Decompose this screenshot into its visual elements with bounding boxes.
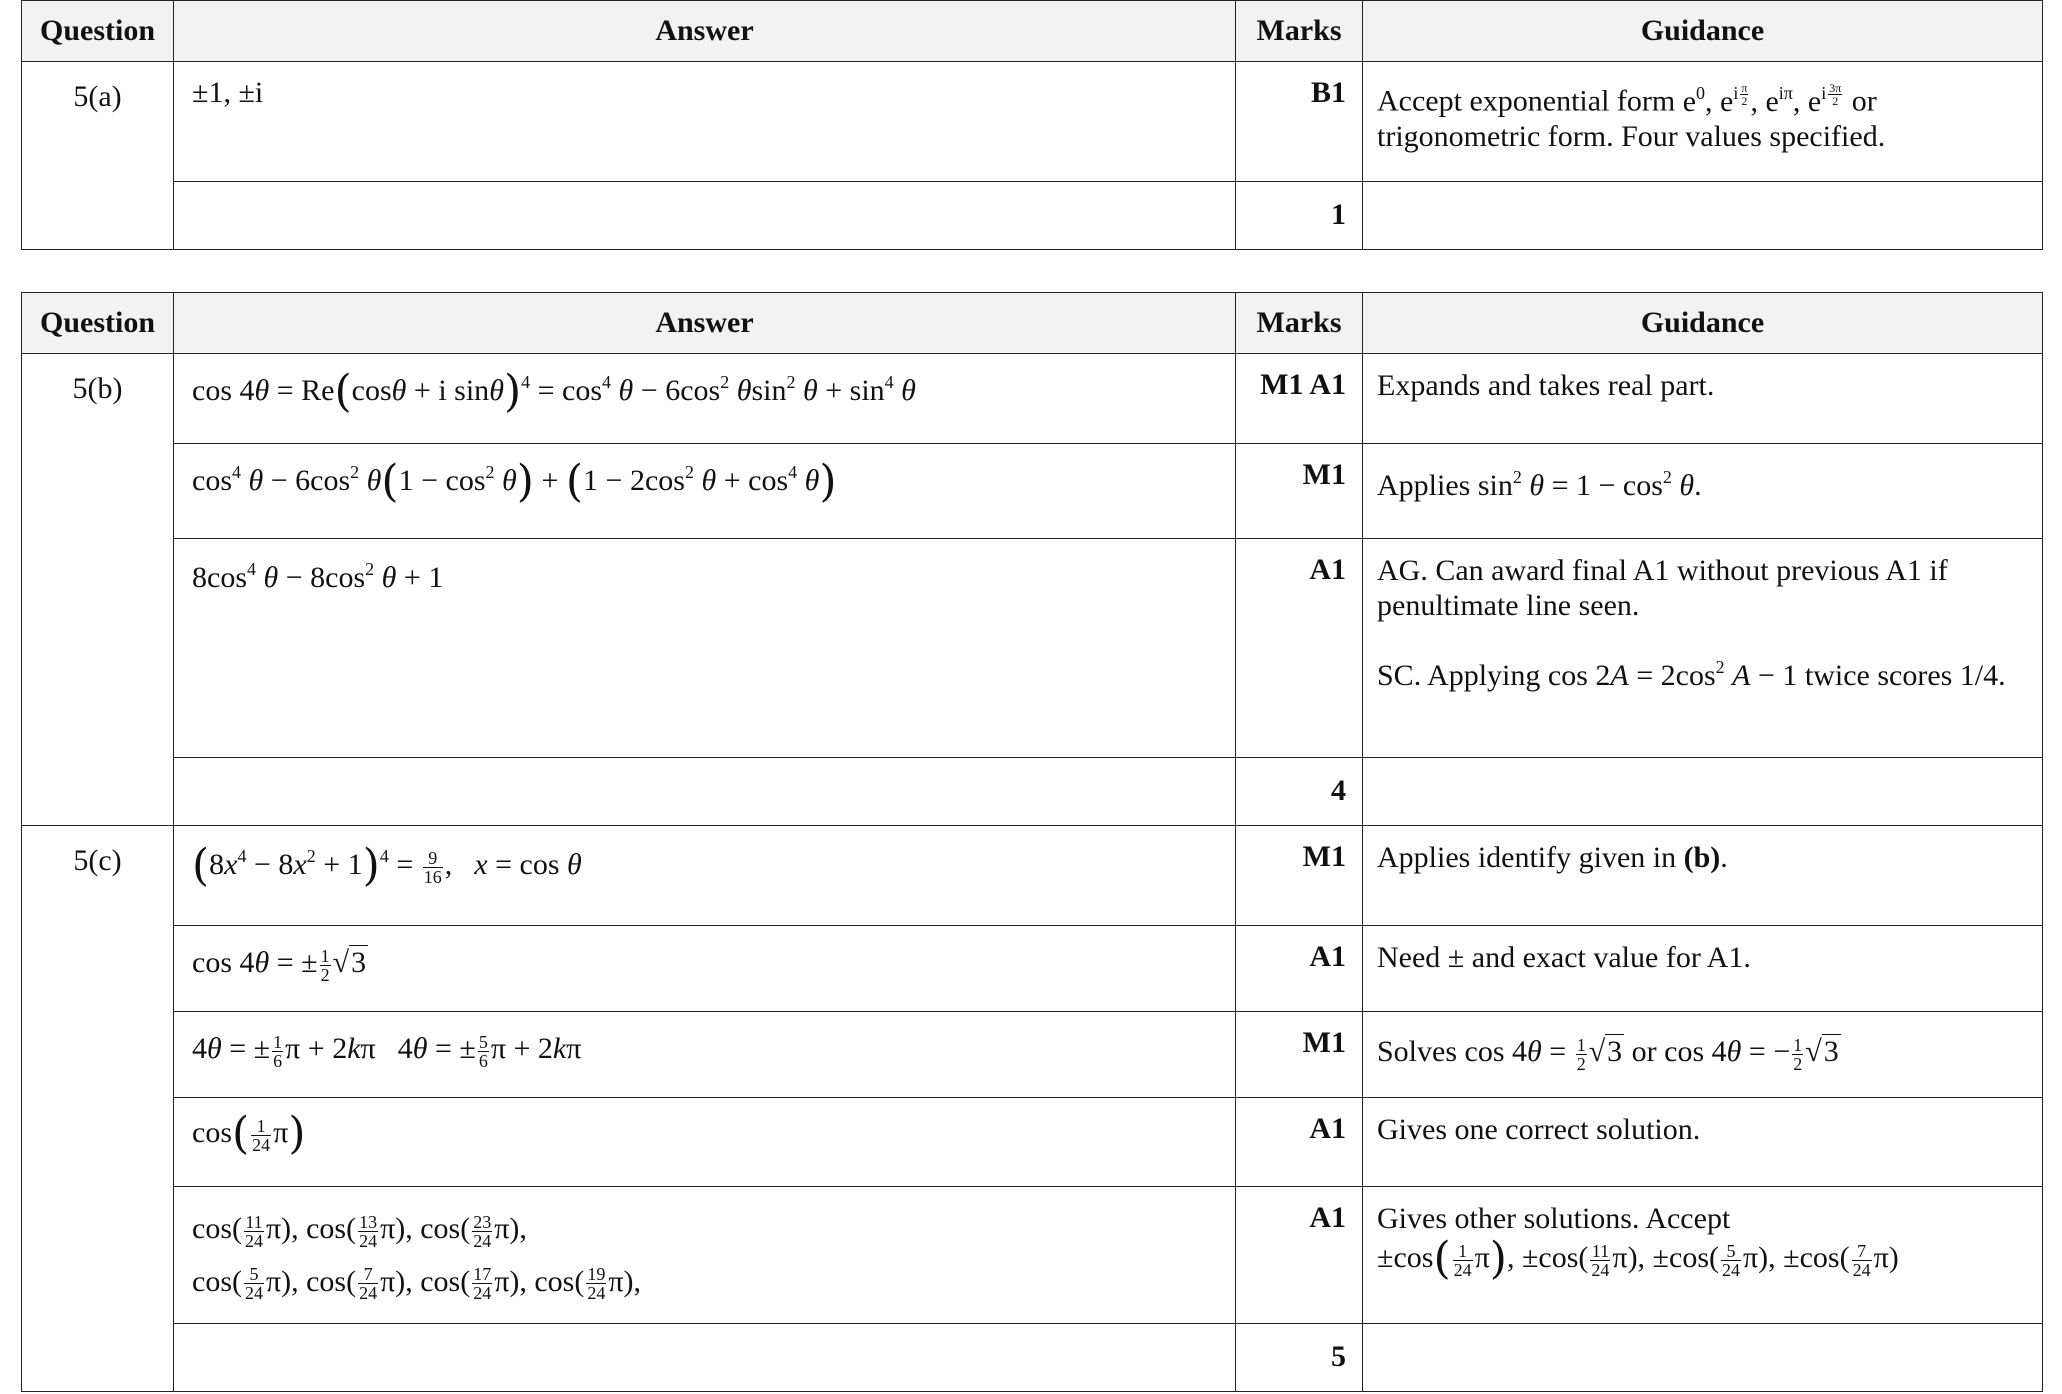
guidance-total-blank: [1363, 182, 2043, 250]
mark-cell: M1: [1236, 826, 1363, 926]
answer-total-blank: [174, 1324, 1236, 1392]
header-guidance: Guidance: [1363, 293, 2043, 354]
guidance-cell: Gives one correct solution.: [1363, 1098, 2043, 1187]
guidance-cell: [1363, 539, 2043, 758]
answer-line-2: cos( $\frac{5}{24}$ π), cos( $\frac{7}{24}$ π), cos( $\frac{17}{24}$ π), cos( $\frac{19}{24}$ π),: [192, 1264, 641, 1304]
guidance-cell: Expands and takes real part.: [1363, 354, 2043, 444]
question-label: 5(a): [22, 62, 174, 250]
answer-math: $\cos^4 \theta - 6\cos^2$ $\theta(1 - \cos^2 \theta) + (1 - 2\cos^2$ $\theta + \cos^4 \theta$): [174, 444, 1236, 539]
mark-scheme-table-5bc: [21, 292, 2043, 1392]
guidance-special-case: [1377, 658, 2028, 693]
mark-cell: A1: [1236, 1187, 1363, 1324]
solve-math-positive: cos 4θ = $\frac{1}{2}$ √3: [1464, 1034, 1623, 1074]
guidance-cell: [1363, 826, 2043, 926]
guidance-end: .: [1720, 841, 1728, 874]
guidance-cell: Need ± and exact value for A1.: [1363, 926, 2043, 1012]
mark-cell: M1: [1236, 1012, 1363, 1098]
answer-total-blank: [174, 182, 1236, 250]
guidance-cell: [1363, 62, 2043, 182]
total-marks: 1: [1236, 182, 1363, 250]
accepted-forms-math: ±cos( $\frac{1}{24}$ π), ±cos( $\frac{11}{24}$ π), ±cos( $\frac{5}{24}$ π), ±cos( $\frac{7}{24}$ π): [1377, 1233, 1899, 1285]
header-marks: Marks: [1236, 1, 1363, 62]
guidance-cell: [1363, 1012, 2043, 1098]
guidance-or: or: [1631, 1035, 1657, 1068]
answer-line-1: cos( $\frac{11}{24}$ π), cos( $\frac{13}{24}$ π), cos( $\frac{23}{24}$ π),: [192, 1211, 527, 1251]
guidance-prefix: Applies identify given in: [1377, 841, 1677, 874]
guidance-total-blank: [1363, 1324, 2043, 1392]
answer-math: [174, 1187, 1236, 1324]
guidance-prefix: Solves: [1377, 1035, 1458, 1068]
header-answer: Answer: [174, 293, 1236, 354]
mark-scheme-table-5a: [21, 0, 2043, 250]
answer-total-blank: [174, 758, 1236, 826]
guidance-cell: [1363, 1187, 2043, 1324]
answer-math: cos 4θ = Re(cosθ + i $\sin\theta)^4 = \cos^4 \theta - 6\cos^2$ θsin$^2$ $\theta + \sin^4 \theta$: [174, 354, 1236, 444]
guidance-part-ref: (b): [1683, 841, 1721, 874]
guidance-prefix: Accept exponential form: [1377, 84, 1676, 118]
answer-cell: [174, 62, 1236, 182]
guidance-text: Gives other solutions. Accept: [1377, 1202, 1731, 1235]
header-guidance: Guidance: [1363, 1, 2043, 62]
answer-math: $8\cos^4$ $\theta - 8\cos^2$ θ + 1: [174, 539, 1236, 758]
guidance-prefix: Applies: [1377, 469, 1471, 502]
answer-math: $(8x^4 - 8x^2 + 1)^4$ = $\frac{9}{16}$ , x = cos θ: [174, 826, 1236, 926]
mark-cell: A1: [1236, 1098, 1363, 1187]
question-label: 5(c): [22, 826, 174, 1392]
total-marks: 5: [1236, 1324, 1363, 1392]
mark-cell: M1 A1: [1236, 354, 1363, 444]
question-label: 5(b): [22, 354, 174, 826]
mark-cell: A1: [1236, 926, 1363, 1012]
mark-cell: B1: [1236, 62, 1363, 182]
identity-math: $\sin^2 \theta = 1 - \cos^2 \theta$.: [1477, 467, 1702, 502]
guidance-suffix: or trigonometric form. Four values specified.: [1377, 84, 1886, 154]
answer-text: ±1, ±i: [192, 76, 264, 109]
exponential-forms-math: $e^0$, $e^{i \frac{\pi}{2}}$ , $e^{i\pi}$, $e^{i \frac{3\pi}{2}}$: [1682, 81, 1842, 118]
guidance-total-blank: [1363, 758, 2043, 826]
guidance-cell: [1363, 444, 2043, 539]
guidance-suffix: twice scores 1/4.: [1804, 658, 2006, 692]
header-answer: Answer: [174, 1, 1236, 62]
answer-math: cos( $\frac{1}{24}$ π): [174, 1098, 1236, 1187]
header-question: Question: [22, 293, 174, 354]
header-question: Question: [22, 1, 174, 62]
header-marks: Marks: [1236, 293, 1363, 354]
answer-math: cos 4θ = ± $\frac{1}{2}$ √3: [174, 926, 1236, 1012]
mark-cell: M1: [1236, 444, 1363, 539]
guidance-text: AG. Can award final A1 without previous A1 if penultimate line seen.: [1377, 554, 1948, 623]
guidance-prefix: SC. Applying: [1377, 658, 1541, 692]
mark-cell: A1: [1236, 539, 1363, 758]
total-marks: 4: [1236, 758, 1363, 826]
double-angle-math: $\cos 2A = 2\cos^2$ A − 1: [1547, 656, 1798, 692]
answer-math: 4θ = ± $\frac{1}{6}$ π + 2kπ 4θ = ± $\frac{5}{6}$ π + 2kπ: [174, 1012, 1236, 1098]
solve-math-negative: cos 4θ = − $\frac{1}{2}$ √3: [1664, 1034, 1839, 1074]
